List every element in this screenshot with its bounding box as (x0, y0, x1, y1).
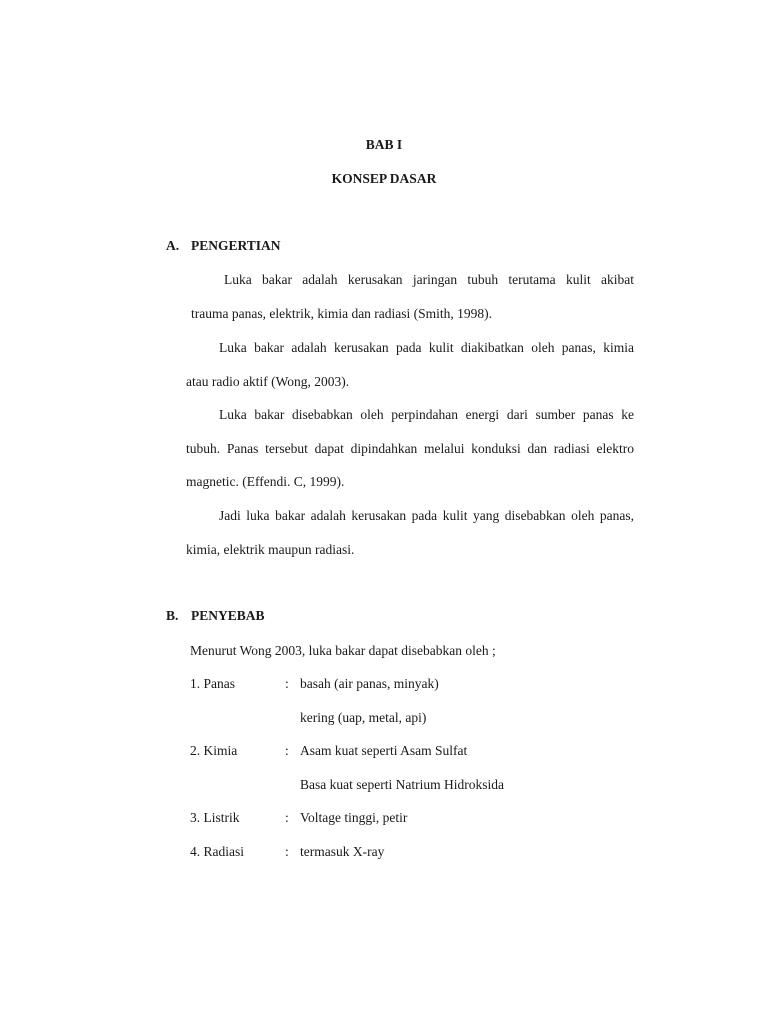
list-intro: Menurut Wong 2003, luka bakar dapat disebabkan oleh ; (190, 643, 496, 658)
list-item-label: 3. Listrik (190, 810, 240, 825)
list-item-value: kering (uap, metal, api) (300, 710, 427, 725)
list-item-colon: : (285, 676, 289, 691)
paragraph-line: tubuh. Panas tersebut dapat dipindahkan melalui konduksi dan radiasi elektro (186, 441, 634, 456)
paragraph-line: Jadi luka bakar adalah kerusakan pada kulit yang disebabkan oleh panas, (219, 508, 634, 523)
paragraph-line: Luka bakar adalah kerusakan pada kulit diakibatkan oleh panas, kimia (219, 340, 634, 355)
list-item-value: Asam kuat seperti Asam Sulfat (300, 743, 468, 758)
chapter-label: BAB I (365, 137, 403, 152)
list-item-colon: : (285, 743, 289, 758)
paragraph-line: magnetic. (Effendi. C, 1999). (186, 474, 345, 489)
section-a-letter: A. (166, 238, 180, 253)
paragraph-line: atau radio aktif (Wong, 2003). (186, 374, 350, 389)
section-a-title: PENGERTIAN (191, 238, 281, 253)
paragraph-line: trauma panas, elektrik, kimia dan radiasi (Smith, 1998). (191, 306, 493, 321)
list-item-colon: : (285, 810, 289, 825)
paragraph-line: Luka bakar disebabkan oleh perpindahan energi dari sumber panas ke (219, 407, 634, 422)
list-item-label: 1. Panas (190, 676, 235, 691)
list-item-label: 2. Kimia (190, 743, 238, 758)
section-a-heading (166, 238, 281, 254)
page-title: KONSEP DASAR (331, 171, 437, 186)
list-item-label: 4. Radiasi (190, 844, 244, 859)
list-item-value: Basa kuat seperti Natrium Hidroksida (300, 777, 504, 792)
paragraph-line: kimia, elektrik maupun radiasi. (186, 542, 355, 557)
section-b-title: PENYEBAB (191, 608, 265, 623)
list-item-colon: : (285, 844, 289, 859)
section-b-letter: B. (166, 608, 179, 623)
list-item-value: Voltage tinggi, petir (300, 810, 408, 825)
section-b-heading (166, 608, 265, 624)
list-item-value: basah (air panas, minyak) (300, 676, 439, 691)
paragraph-line: Luka bakar adalah kerusakan jaringan tubuh terutama kulit akibat (224, 272, 634, 287)
list-item-value: termasuk X-ray (300, 844, 385, 859)
